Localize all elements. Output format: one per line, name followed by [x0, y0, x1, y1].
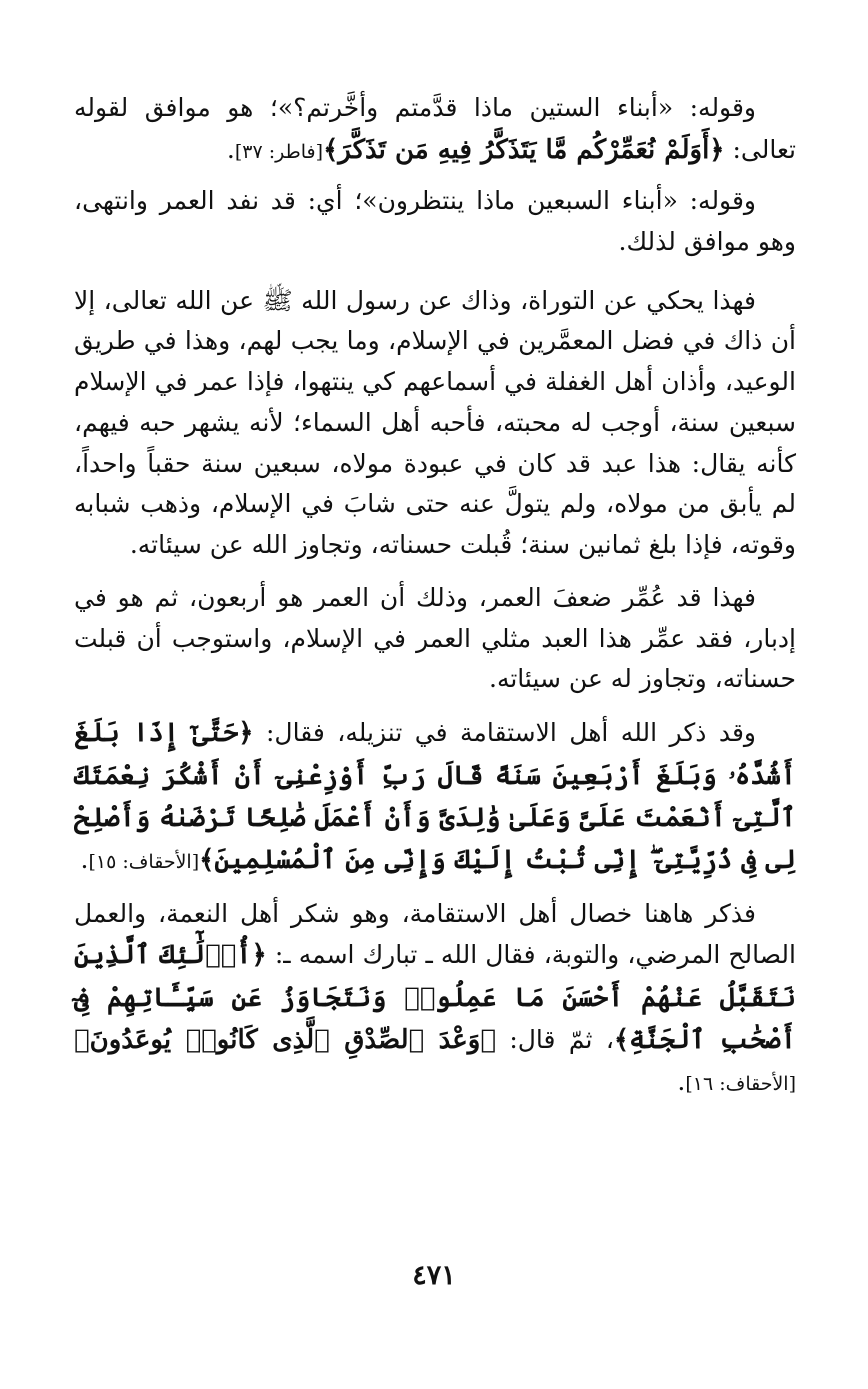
- paragraph-text: فهذا قد عُمِّر ضعفَ العمر، وذلك أن العمر هو أربعون، ثم هو في إدبار، فقد عمِّر هذا العبد مثلي العمر في الإسلام، واستوجب أن قبلت حسناته، وتجاوز له عن سيئاته.: [74, 582, 796, 694]
- paragraph-seventy: [74, 181, 796, 263]
- paragraph-text-mid: ، ثمّ قال:: [509, 1025, 614, 1055]
- quran-verse: ﴿أُو۟لَٰٓئِكَ ٱلَّذِينَ نَتَقَبَّلُ عَنْهُمْ أَحْسَنَ مَا عَمِلُوا۟ وَنَتَجَاوَزُ عَن سَيِّـَٔاتِهِمْ فِىٓ أَصْحَٰبِ ٱلْجَنَّةِ﴾: [74, 940, 796, 1056]
- verse-reference: [الأحقاف: ١٦]: [685, 1072, 796, 1095]
- punctuation: .: [80, 845, 89, 875]
- paragraph-traits: [74, 894, 796, 1103]
- paragraph-torah: [74, 281, 796, 566]
- quran-verse-2: ﴿وَعْدَ ٱلصِّدْقِ ٱلَّذِى كَانُوا۟ يُوعَدُونَ﴾: [74, 1025, 496, 1056]
- page-body: [74, 88, 796, 1102]
- paragraph-text: فذكر هاهنا خصال أهل الاستقامة، وهو شكر أهل النعمة، والعمل الصالح المرضي، والتوبة، فقال الله ـ تبارك اسمه ـ:: [74, 898, 796, 970]
- paragraph-text: وقوله: «أبناء الستين ماذا قدَّمتم وأخَّرتم؟»؛ هو موافق لقوله تعالى:: [74, 93, 796, 164]
- paragraph-fatir: [74, 88, 796, 171]
- paragraph-istiqama: [74, 712, 796, 882]
- quran-verse: ﴿حَتَّىٰٓ إِذَا بَلَغَ أَشُدَّهُۥ وَبَلَغَ أَرْبَعِينَ سَنَةً قَالَ رَبِّ أَوْزِعْنِىٓ أَنْ أَشْكُرَ نِعْمَتَكَ ٱلَّتِىٓ أَنْعَمْتَ عَلَىَّ وَعَلَىٰ وَٰلِدَىَّ وَأَنْ أَعْمَلَ صَٰلِحًا تَرْضَىٰهُ وَأَصْلِحْ لِى فِى ذُرِّيَّتِىٓ ۖ إِنِّى تُبْتُ إِلَيْكَ وَإِنِّى مِنَ ٱلْمُسْلِمِينَ﴾: [74, 718, 796, 876]
- paragraph-text: فهذا يحكي عن التوراة، وذاك عن رسول الله ﷺ عن الله تعالى، إلا أن ذاك في فضل المعمَّرين في الإسلام، وما يجب لهم، وهذا في طريق الوعيد، وأذان أهل الغفلة في أسماعهم كي ينتهوا، فإذا عمر في الإسلام سبعين سنة، أوجب له محبته، فأحبه أهل السماء؛ لأنه يشهر حبه فيهم، كأنه يقال: هذا عبد قد كان في عبودة مولاه، سبعين سنة حقباً واحداً، لم يأبق من مولاه، ولم يتولَّ عنه حتى شابَ في الإسلام، وذهب شبابه وقوته، فإذا بلغ ثمانين سنة؛ قُبلت حسناته، وتجاوز الله عن سيئاته.: [74, 285, 796, 560]
- verse-reference: [فاطر: ٣٧]: [234, 140, 324, 163]
- punctuation: .: [677, 1066, 686, 1096]
- punctuation: .: [226, 134, 235, 164]
- verse-reference: [الأحقاف: ١٥]: [88, 851, 200, 874]
- quran-verse: ﴿أَوَلَمْ نُعَمِّرْكُم مَّا يَتَذَكَّرُ فِيهِ مَن تَذَكَّرَ﴾: [323, 134, 725, 165]
- paragraph-text: وقد ذكر الله أهل الاستقامة في تنزيله، فقال:: [266, 718, 756, 748]
- paragraph-double-age: [74, 578, 796, 700]
- paragraph-text: وقوله: «أبناء السبعين ماذا ينتظرون»؛ أي: قد نفد العمر وانتهى، وهو موافق لذلك.: [74, 186, 796, 256]
- page-number: ٤٧١: [412, 1260, 456, 1291]
